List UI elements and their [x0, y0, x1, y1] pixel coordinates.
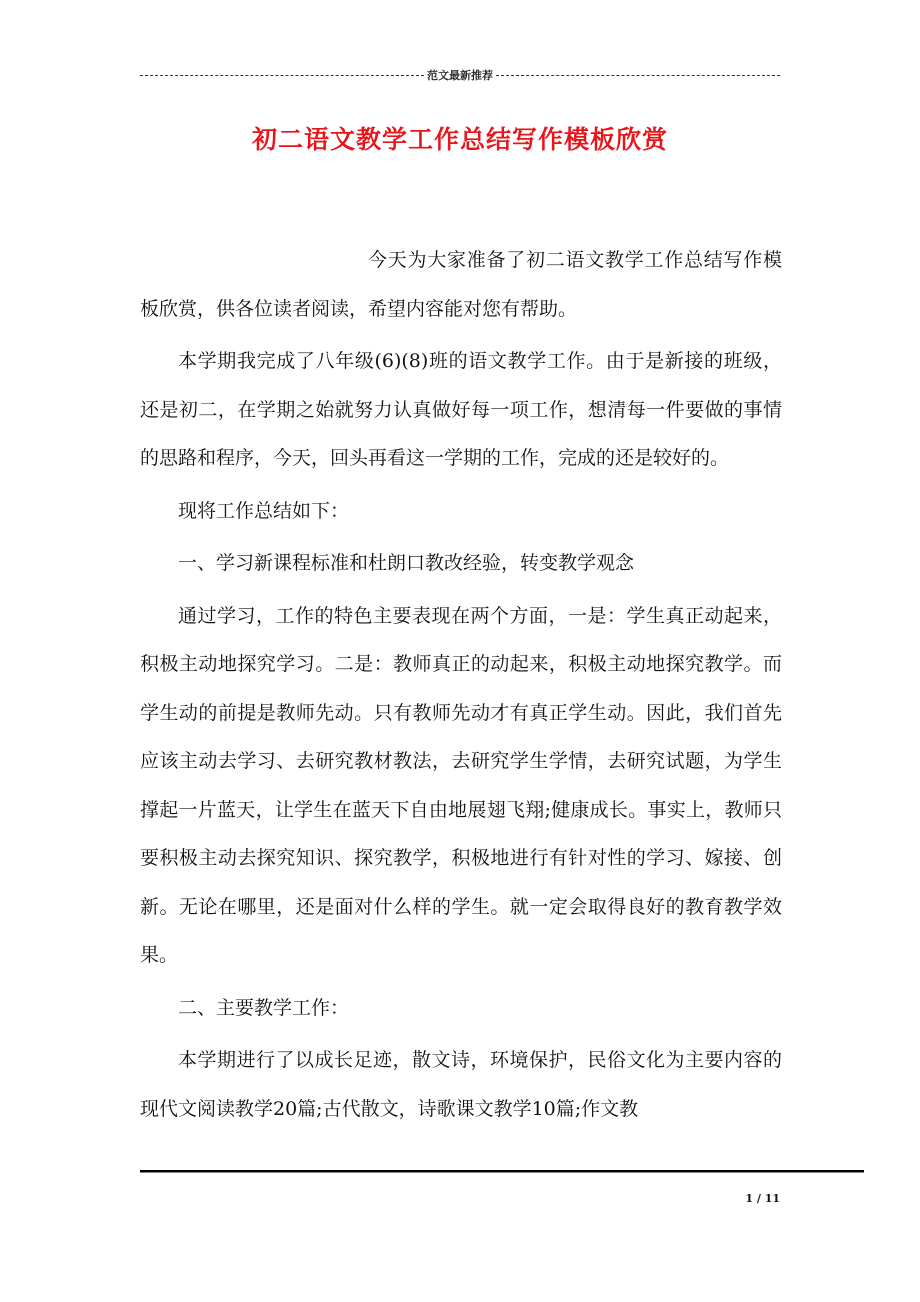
header-dash-right	[496, 75, 780, 76]
paragraph: 本学期我完成了八年级(6)(8)班的语文教学工作。由于是新接的班级，还是初二，在学期之始就努力认真做好每一项工作，想清每一件要做的事情的思路和程序，今天，回头再看这一学期的工作，完成的还是较好的。	[140, 350, 782, 469]
section-heading: 一、学习新课程标准和杜朗口教改经验，转变教学观念	[178, 552, 635, 574]
document-body	[140, 236, 782, 1137]
paragraph-intro: 今天为大家准备了初二语文教学工作总结写作模板欣赏，供各位读者阅读，希望内容能对您有帮助。	[140, 249, 782, 320]
paragraph: 通过学习，工作的特色主要表现在两个方面，一是：学生真正动起来，积极主动地探究学习。二是：教师真正的动起来，积极主动地探究教学。而学生动的前提是教师先动。只有教师先动才有真正学生动。因此，我们首先应该主动去学习、去研究教材教法，去研究学生学情，去研究试题，为学生撑起一片蓝天，让学生在蓝天下自由地展翅飞翔;健康成长。事实上，教师只要积极主动去探究知识、探究教学，积极地进行有针对性的学习、嫁接、创新。无论在哪里，还是面对什么样的学生。就一定会取得良好的教育教学效果。	[140, 604, 782, 966]
page-header	[140, 66, 780, 84]
header-dash-left	[140, 75, 424, 76]
header-label: 范文最新推荐	[427, 69, 493, 82]
paragraph: 现将工作总结如下：	[178, 499, 350, 522]
document-title: 初二语文教学工作总结写作模板欣赏	[251, 125, 668, 154]
section-heading: 二、主要教学工作：	[178, 996, 350, 1019]
paragraph: 本学期进行了以成长足迹，散文诗，环境保护，民俗文化为主要内容的现代文阅读教学20篇;古代散文，诗歌课文教学10篇;作文教	[140, 1049, 782, 1120]
footer-rule	[140, 1170, 864, 1174]
page-number: 1 / 11	[745, 1192, 780, 1205]
